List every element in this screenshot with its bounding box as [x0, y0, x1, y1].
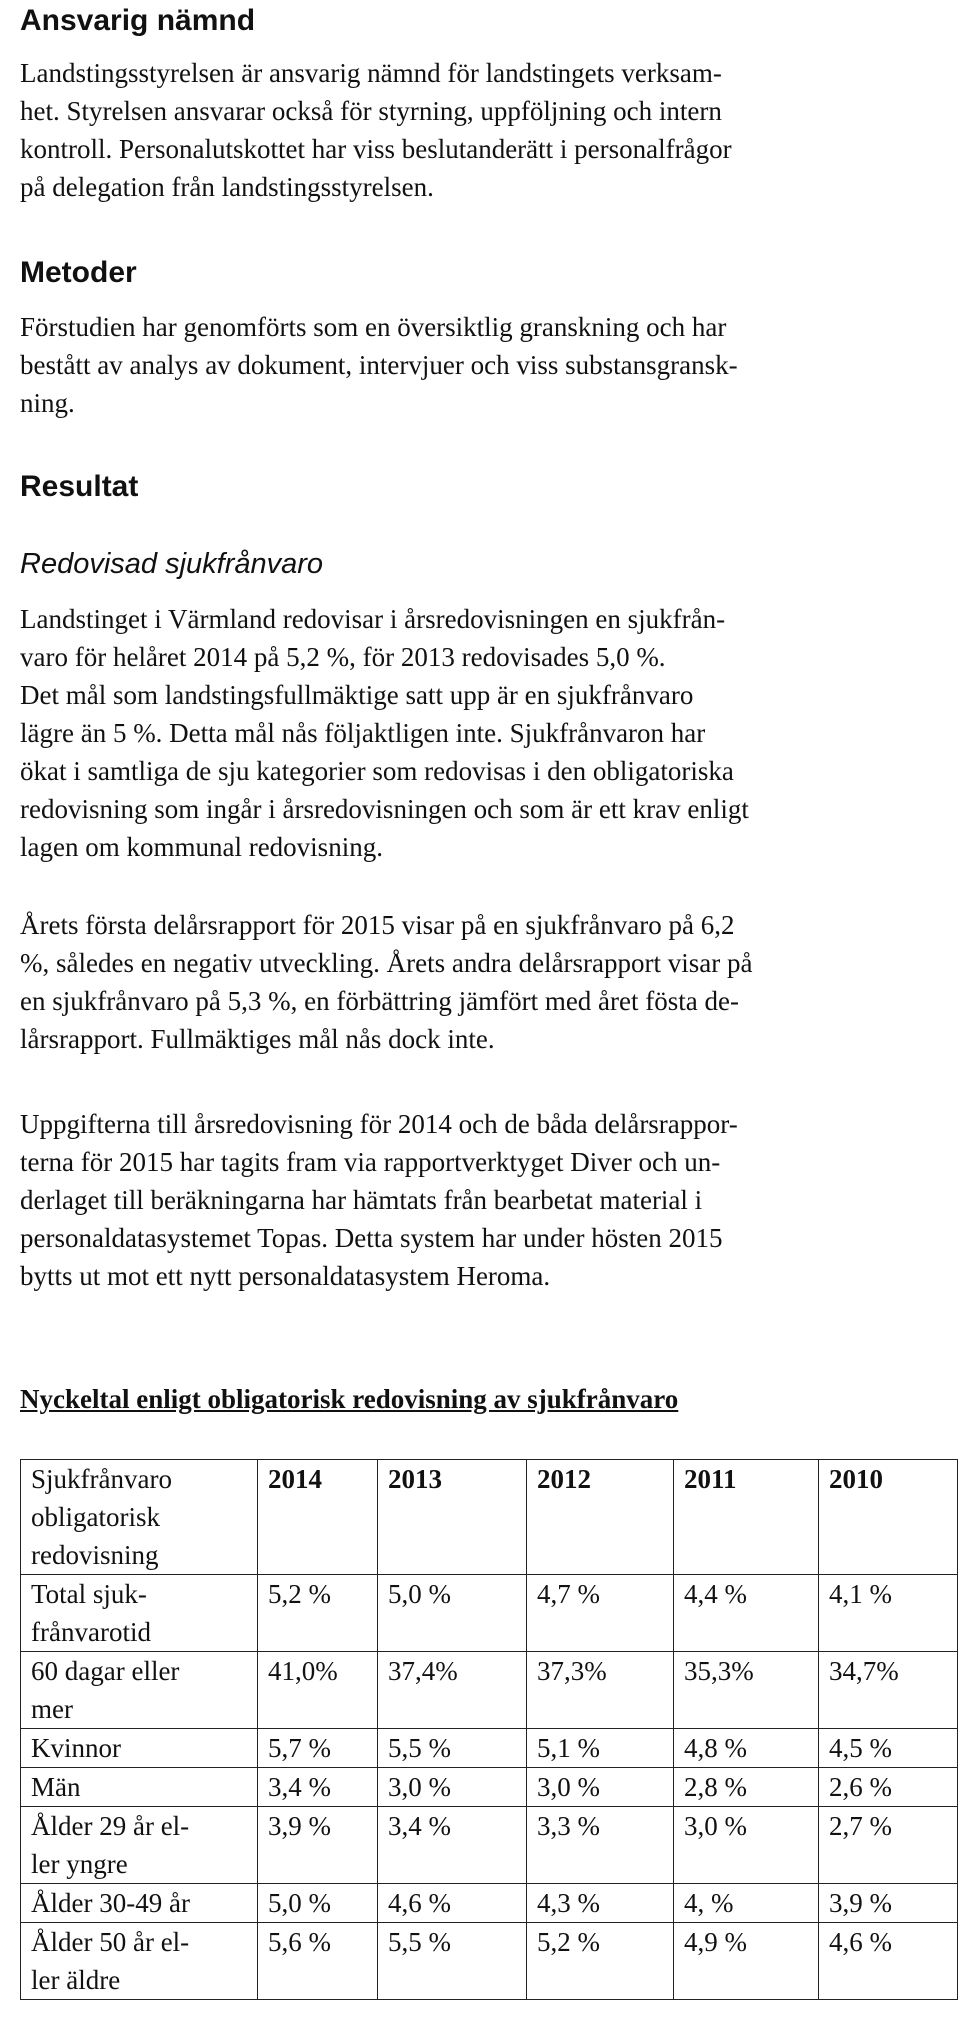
text-line: bytts ut mot ett nytt personaldatasystem Heroma. — [20, 1261, 551, 1291]
table-header-row — [21, 1460, 958, 1575]
value-cell: 4,7 % — [527, 1575, 674, 1652]
text-line: bestått av analys av dokument, intervjuer och viss substansgransk- — [20, 350, 738, 380]
text-line: Det mål som landstingsfullmäktige satt upp är en sjukfrånvaro — [20, 680, 694, 710]
row-label-line: Kvinnor — [31, 1733, 121, 1763]
text-line: Årets första delårsrapport för 2015 visar på en sjukfrånvaro på 6,2 — [20, 910, 735, 940]
row-label-line: Ålder 29 år el- — [31, 1811, 190, 1841]
value-cell: 35,3% — [674, 1652, 819, 1729]
paragraph-resultat-2 — [20, 906, 752, 1058]
value-cell: 5,2 % — [258, 1575, 378, 1652]
value-cell: 4,9 % — [674, 1923, 819, 2000]
paragraph-ansvarig-namnd — [20, 54, 732, 206]
text-line: redovisning som ingår i årsredovisningen och som är ett krav enligt — [20, 794, 749, 824]
value-cell: 37,3% — [527, 1652, 674, 1729]
text-line: lägre än 5 %. Detta mål nås följaktligen inte. Sjukfrånvaron har — [20, 718, 706, 748]
table-row — [21, 1923, 958, 2000]
text-line: lagen om kommunal redovisning. — [20, 832, 383, 862]
row-label-cell — [21, 1729, 258, 1768]
header-year-cell: 2013 — [378, 1460, 527, 1575]
value-cell: 5,0 % — [378, 1575, 527, 1652]
row-label-cell — [21, 1652, 258, 1729]
value-cell: 4,5 % — [819, 1729, 958, 1768]
heading-resultat: Resultat — [20, 470, 139, 503]
text-line: Förstudien har genomförts som en översiktlig granskning och har — [20, 312, 727, 342]
header-label-cell — [21, 1460, 258, 1575]
table-row — [21, 1768, 958, 1807]
table-row — [21, 1807, 958, 1884]
heading-ansvarig-namnd: Ansvarig nämnd — [20, 4, 256, 37]
header-label-line: Sjukfrånvaro — [31, 1464, 172, 1494]
text-line: en sjukfrånvaro på 5,3 %, en förbättring jämfört med året fösta de- — [20, 986, 739, 1016]
value-cell: 5,5 % — [378, 1729, 527, 1768]
value-cell: 5,2 % — [527, 1923, 674, 2000]
row-label-cell — [21, 1884, 258, 1923]
value-cell: 4,6 % — [378, 1884, 527, 1923]
value-cell: 41,0% — [258, 1652, 378, 1729]
value-cell: 5,1 % — [527, 1729, 674, 1768]
row-label-line: 60 dagar eller — [31, 1656, 180, 1686]
row-label-cell — [21, 1923, 258, 2000]
value-cell: 4,1 % — [819, 1575, 958, 1652]
text-line: %, således en negativ utveckling. Årets andra delårsrapport visar på — [20, 948, 753, 978]
value-cell: 4,8 % — [674, 1729, 819, 1768]
row-label-line: frånvarotid — [31, 1617, 151, 1647]
row-label-cell — [21, 1807, 258, 1884]
sick-leave-table — [20, 1459, 958, 2000]
value-cell: 3,0 % — [674, 1807, 819, 1884]
value-cell: 4, % — [674, 1884, 819, 1923]
text-line: ning. — [20, 388, 75, 418]
value-cell: 3,0 % — [378, 1768, 527, 1807]
header-year-cell: 2011 — [674, 1460, 819, 1575]
header-label-line: redovisning — [31, 1540, 159, 1570]
value-cell: 3,9 % — [258, 1807, 378, 1884]
value-cell: 3,0 % — [527, 1768, 674, 1807]
table-row — [21, 1652, 958, 1729]
value-cell: 2,6 % — [819, 1768, 958, 1807]
table-row — [21, 1884, 958, 1923]
value-cell: 2,7 % — [819, 1807, 958, 1884]
row-label-line: mer — [31, 1694, 73, 1724]
row-label-line: ler yngre — [31, 1849, 128, 1879]
value-cell: 5,5 % — [378, 1923, 527, 2000]
text-line: Landstinget i Värmland redovisar i årsredovisningen en sjukfrån- — [20, 604, 726, 634]
table-row — [21, 1729, 958, 1768]
value-cell: 5,0 % — [258, 1884, 378, 1923]
header-year-cell: 2012 — [527, 1460, 674, 1575]
text-line: ökat i samtliga de sju kategorier som redovisas i den obligatoriska — [20, 756, 734, 786]
value-cell: 34,7% — [819, 1652, 958, 1729]
row-label-line: Ålder 50 år el- — [31, 1927, 190, 1957]
value-cell: 3,9 % — [819, 1884, 958, 1923]
text-line: på delegation från landstingsstyrelsen. — [20, 172, 434, 202]
value-cell: 5,7 % — [258, 1729, 378, 1768]
row-label-cell — [21, 1768, 258, 1807]
table-title: Nyckeltal enligt obligatorisk redovisning av sjukfrånvaro — [20, 1384, 679, 1414]
header-label-line: obligatorisk — [31, 1502, 160, 1532]
row-label-cell — [21, 1575, 258, 1652]
row-label-line: Män — [31, 1772, 81, 1802]
value-cell: 2,8 % — [674, 1768, 819, 1807]
value-cell: 3,4 % — [258, 1768, 378, 1807]
value-cell: 4,4 % — [674, 1575, 819, 1652]
text-line: personaldatasystemet Topas. Detta system har under hösten 2015 — [20, 1223, 723, 1253]
paragraph-metoder — [20, 308, 738, 422]
row-label-line: Ålder 30-49 år — [31, 1888, 190, 1918]
value-cell: 3,3 % — [527, 1807, 674, 1884]
text-line: Landstingsstyrelsen är ansvarig nämnd för landstingets verksam- — [20, 58, 722, 88]
value-cell: 3,4 % — [378, 1807, 527, 1884]
header-year-cell: 2014 — [258, 1460, 378, 1575]
text-line: derlaget till beräkningarna har hämtats från bearbetat material i — [20, 1185, 703, 1215]
text-line: varo för helåret 2014 på 5,2 %, för 2013 redovisades 5,0 %. — [20, 642, 666, 672]
value-cell: 37,4% — [378, 1652, 527, 1729]
value-cell: 4,3 % — [527, 1884, 674, 1923]
text-line: lårsrapport. Fullmäktiges mål nås dock inte. — [20, 1024, 495, 1054]
row-label-line: Total sjuk- — [31, 1579, 147, 1609]
text-line: terna för 2015 har tagits fram via rapportverktyget Diver och un- — [20, 1147, 721, 1177]
text-line: kontroll. Personalutskottet har viss beslutanderätt i personalfrågor — [20, 134, 732, 164]
row-label-line: ler äldre — [31, 1965, 121, 1995]
text-line: het. Styrelsen ansvarar också för styrning, uppföljning och intern — [20, 96, 722, 126]
value-cell: 5,6 % — [258, 1923, 378, 2000]
subheading-redovisad-sjukfranvaro: Redovisad sjukfrånvaro — [20, 548, 324, 580]
paragraph-resultat-1 — [20, 600, 749, 866]
paragraph-resultat-3 — [20, 1105, 738, 1295]
value-cell: 4,6 % — [819, 1923, 958, 2000]
table-row — [21, 1575, 958, 1652]
header-year-cell: 2010 — [819, 1460, 958, 1575]
text-line: Uppgifterna till årsredovisning för 2014 och de båda delårsrappor- — [20, 1109, 738, 1139]
heading-metoder: Metoder — [20, 256, 137, 289]
